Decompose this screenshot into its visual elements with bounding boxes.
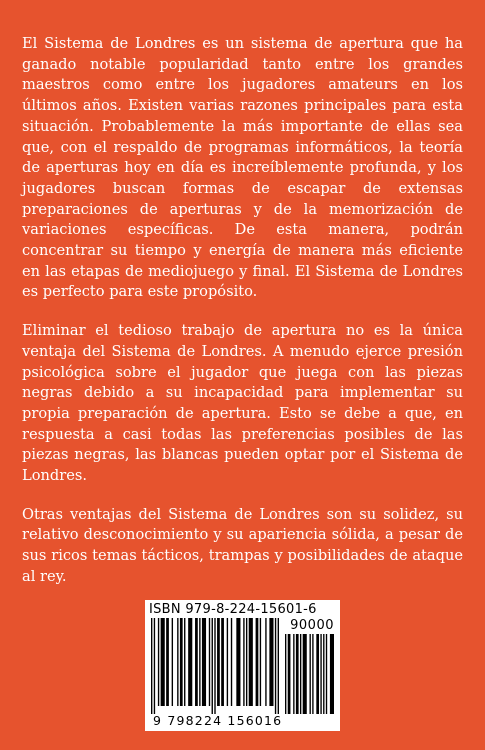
- barcode-bar: [151, 618, 152, 714]
- barcode-bar: [296, 634, 299, 714]
- barcode-bar: [249, 618, 253, 706]
- barcode-bar: [320, 634, 321, 714]
- blurb-paragraph-2: Eliminar el tedioso trabajo de apertura no es la única ventaja del Sistema de Londres. A menudo ejerce presión psicológica sobre el jugador que juega con las piezas negras debido a su incapacidad para implementar su propia preparación de apertura. Esto se debe a que, en respuesta a casi todas las preferencias posibles de las piezas negras, las blancas pueden optar por el Sistema de Londres.: [22, 322, 463, 485]
- barcode-bar: [221, 618, 224, 706]
- barcode-bar: [265, 618, 266, 706]
- barcode-bar: [330, 634, 334, 714]
- barcode-bar: [300, 634, 301, 714]
- barcode-bar: [195, 618, 198, 706]
- barcode-bar: [326, 634, 327, 714]
- barcode-bar: [288, 634, 291, 714]
- barcode-bar: [227, 618, 228, 706]
- barcode-bar: [212, 618, 213, 714]
- barcode-bar: [269, 618, 273, 706]
- barcode-bar: [236, 618, 240, 706]
- barcode-bar: [188, 618, 192, 706]
- isbn-barcode: [145, 600, 340, 731]
- barcode-bar: [316, 634, 319, 714]
- barcode-bar: [184, 618, 185, 706]
- barcode-bar: [177, 618, 178, 706]
- barcode-bar: [323, 634, 324, 714]
- isbn-label: ISBN 979-8-224-15601-6: [149, 602, 317, 617]
- blurb-paragraph-3: Otras ventajas del Sistema de Londres son su solidez, su relativo desconocimiento y su apariencia sólida, a pesar de sus ricos temas tácticos, trampas y posibilidades de ataque al rey.: [22, 505, 463, 585]
- back-cover-blurb: [22, 34, 463, 606]
- barcode-bar: [310, 634, 311, 714]
- barcode-bar: [166, 618, 169, 706]
- barcode-bar: [154, 618, 155, 714]
- barcode-bar: [278, 618, 279, 714]
- barcode-digits: 9 798224 156016: [153, 713, 283, 728]
- barcode-bar: [202, 618, 206, 706]
- barcode-bar: [199, 618, 200, 706]
- barcode-bar: [209, 618, 210, 706]
- price-code: 90000: [290, 618, 334, 633]
- blurb-paragraph-1: El Sistema de Londres es un sistema de apertura que ha ganado notable popularidad tanto entre los grandes maestros como entre los jugadores amateurs en los últimos años. Existen varias razones principales para esta situación. Probablemente la más importante de ellas sea que, con el respaldo de programas informáticos, la teoría de aperturas hoy en día es increíblemente profunda, y los jugadores buscan formas de escapar de extensas preparaciones de aperturas y de la memorización de variaciones específicas. De esta manera, podrán concentrar su tiempo y energía de manera más eficiente en las etapas de mediojuego y final. El Sistema de Londres es perfecto para este propósito.: [22, 35, 463, 301]
- barcode-bar: [293, 634, 294, 714]
- barcode-bar: [246, 618, 247, 706]
- barcode-bar: [285, 634, 286, 714]
- barcode-bar: [243, 618, 244, 706]
- barcode-addon-bars: [285, 634, 334, 714]
- barcode-bar: [303, 634, 307, 714]
- barcode-bar: [214, 618, 215, 714]
- barcode-bar: [217, 618, 220, 706]
- barcode-bar: [260, 618, 261, 706]
- barcode-bar: [161, 618, 165, 706]
- barcode-bar: [275, 618, 276, 714]
- barcode-bar: [231, 618, 232, 706]
- barcode-bar: [256, 618, 259, 706]
- barcode-bar: [158, 618, 159, 706]
- barcode-bar: [312, 634, 313, 714]
- barcode-bars: [151, 618, 279, 714]
- barcode-bar: [172, 618, 173, 706]
- barcode-bar: [180, 618, 183, 706]
